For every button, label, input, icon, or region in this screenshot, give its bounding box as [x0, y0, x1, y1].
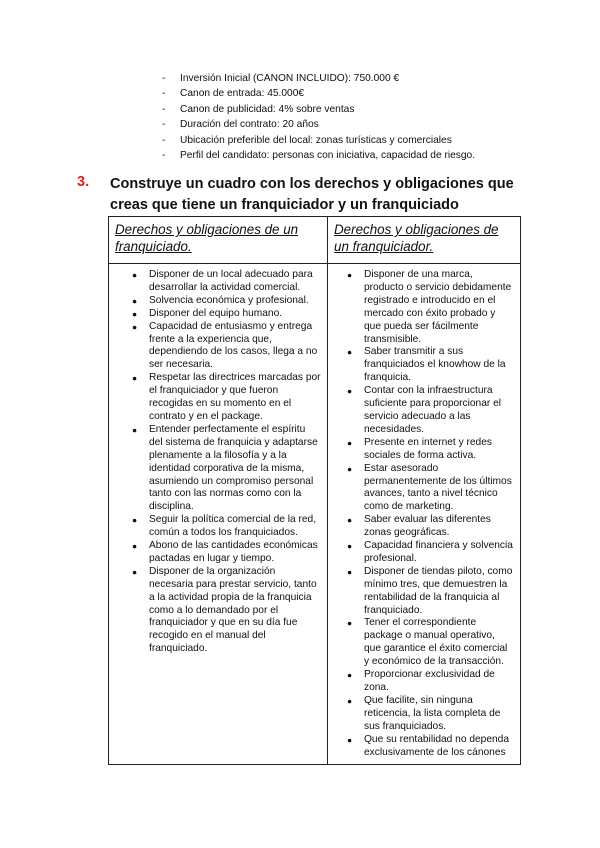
list-item: ● Capacidad financiera y solvencia profesional.	[328, 540, 514, 566]
list-item: ● Que su rentabilidad no dependa exclusivamente de los cánones	[328, 734, 514, 760]
list-item: ● Abono de las cantidades económicas pactadas en lugar y tiempo.	[109, 540, 321, 566]
list-item: ● Tener el correspondiente package o manual operativo, que garantice el éxito comercial y económico de la transacción.	[328, 617, 514, 669]
list-item: ● Disponer de un local adecuado para desarrollar la actividad comercial.	[109, 269, 321, 295]
franchisee-list	[109, 264, 327, 656]
franchisee-cell	[109, 264, 328, 765]
list-item: ● Solvencia económica y profesional.	[109, 295, 321, 308]
detail-item: - Canon de entrada: 45.000€	[162, 86, 475, 101]
list-item: ● Saber transmitir a sus franquiciados el knowhow de la franquicia.	[328, 346, 514, 385]
rights-obligations-table	[108, 216, 521, 765]
detail-item: - Inversión Inicial (CANON INCLUIDO): 750.000 €	[162, 71, 475, 86]
list-item: ● Capacidad de entusiasmo y entrega frente a la experiencia que, dependiendo de los casos, llega a no ser necesaria.	[109, 321, 321, 373]
franchisee-header: Derechos y obligaciones de un franquiciado.	[115, 222, 299, 254]
list-item: ● Presente en internet y redes sociales de forma activa.	[328, 437, 514, 463]
detail-item: - Ubicación preferible del local: zonas turísticas y comerciales	[162, 133, 475, 148]
franchisor-cell	[328, 264, 521, 765]
list-item: ● Contar con la infraestructura suficiente para proporcionar el servicio adecuado a las necesidades.	[328, 385, 514, 437]
list-item: ● Saber evaluar las diferentes zonas geográficas.	[328, 514, 514, 540]
list-item: ● Disponer de tiendas piloto, como mínimo tres, que demuestren la rentabilidad de la franquicia al franquiciado.	[328, 566, 514, 618]
list-item: ● Estar asesorado permanentemente de los últimos avances, tanto a nivel técnico como de marketing.	[328, 463, 514, 515]
franchisee-header-cell	[109, 217, 328, 264]
list-item: ● Disponer de una marca, producto o servicio debidamente registrado e introducido en el mercado con éxito probado y que pueda ser fácilmente transmisible.	[328, 269, 514, 346]
list-item: ● Respetar las directrices marcadas por el franquiciador y que fueron recogidas en su momento en el contrato y en el package.	[109, 372, 321, 424]
list-item: ● Proporcionar exclusividad de zona.	[328, 669, 514, 695]
franchisor-header: Derechos y obligaciones de un franquiciador.	[334, 222, 499, 254]
franchisor-header-cell	[328, 217, 521, 264]
franchisor-list	[328, 264, 520, 759]
list-item: ● Que facilite, sin ninguna reticencia, la lista completa de sus franquiciados.	[328, 695, 514, 734]
list-item: ● Disponer del equipo humano.	[109, 308, 321, 321]
list-item: ● Entender perfectamente el espíritu del sistema de franquicia y adaptarse plenamente a la filosofía y a la identidad corporativa de la misma, asumiendo un compromiso personal tanto con las normas como con la disciplina.	[109, 424, 321, 514]
detail-item: - Duración del contrato: 20 años	[162, 117, 475, 132]
franchise-details-list	[162, 71, 475, 163]
question-text: Construye un cuadro con los derechos y obligaciones que creas que tiene un franquiciador y un franquiciado	[110, 176, 514, 213]
detail-item: - Perfil del candidato: personas con iniciativa, capacidad de riesgo.	[162, 148, 475, 163]
question-number: 3.	[77, 174, 90, 190]
list-item: ● Seguir la política comercial de la red, común a todos los franquiciados.	[109, 514, 321, 540]
list-item: ● Disponer de la organización necesaria para prestar servicio, tanto a la actividad propia de la franquicia como a lo demandado por el franquiciador y que en su día fue recogido en el manual del franquiciado.	[109, 566, 321, 656]
detail-item: - Canon de publicidad: 4% sobre ventas	[162, 102, 475, 117]
